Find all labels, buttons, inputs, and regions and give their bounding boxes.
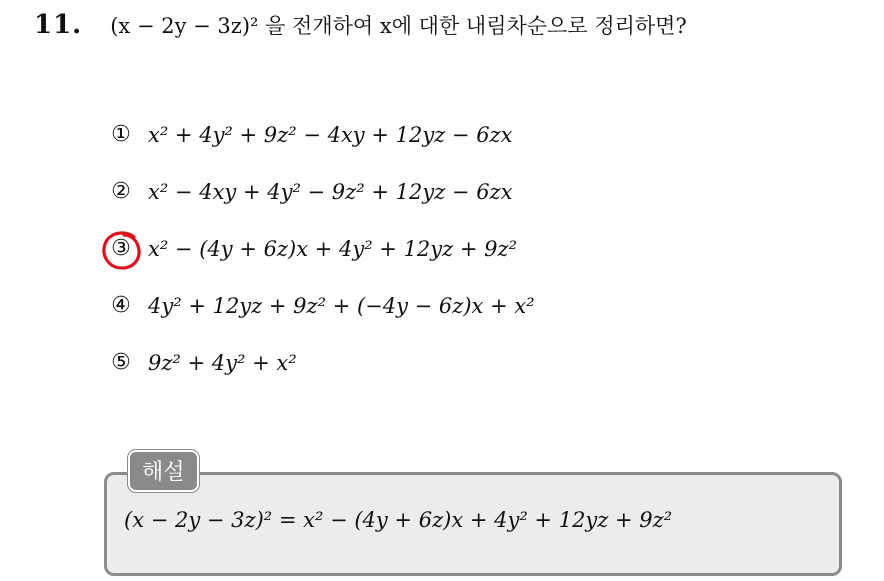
answer-choices [108, 106, 535, 391]
solution-label: 해설 [128, 450, 199, 492]
choice-1-expression: x² + 4y² + 9z² − 4xy + 12yz − 6zx [148, 122, 513, 147]
choice-2-expression: x² − 4xy + 4y² − 9z² + 12yz − 6zx [148, 179, 513, 204]
choice-4-marker: ④ [111, 293, 131, 318]
choice-3-expression: x² − (4y + 6z)x + 4y² + 12yz + 9z² [148, 236, 518, 261]
choice-1[interactable] [108, 106, 535, 163]
problem-question: (x − 2y − 3z)² 을 전개하여 x에 대한 내림차순으로 정리하면? [110, 14, 687, 38]
choice-1-marker: ① [111, 122, 131, 147]
choice-2-marker: ② [111, 179, 131, 204]
choice-3[interactable] [108, 220, 535, 277]
choice-5-marker: ⑤ [111, 350, 131, 375]
choice-4-expression: 4y² + 12yz + 9z² + (−4y − 6z)x + x² [148, 293, 535, 318]
problem-header [34, 10, 687, 40]
solution-text: (x − 2y − 3z)² = x² − (4y + 6z)x + 4y² + 12yz + 9z² [124, 508, 673, 532]
choice-3-marker: ③ [111, 236, 131, 261]
choice-4[interactable] [108, 277, 535, 334]
choice-5[interactable] [108, 334, 535, 391]
choice-5-expression: 9z² + 4y² + x² [148, 350, 297, 375]
problem-number: 11. [34, 10, 83, 40]
choice-2[interactable] [108, 163, 535, 220]
